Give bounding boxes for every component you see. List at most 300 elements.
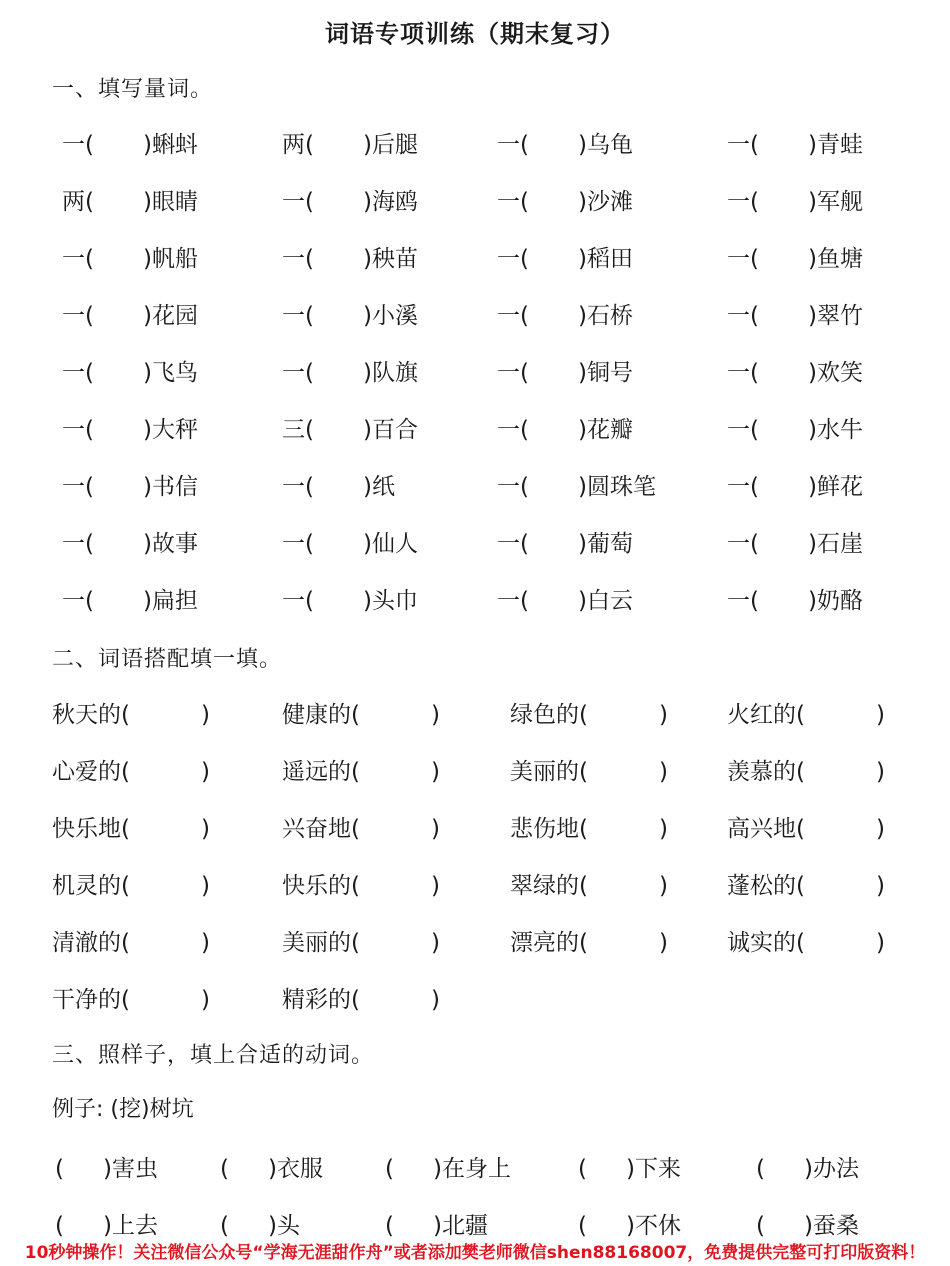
open-paren: ( [305,531,314,557]
open-paren: ( [756,1213,765,1239]
close-paren: ) [363,303,372,329]
open-paren: ( [520,360,529,386]
modifier-word: 高兴地 [727,816,796,842]
object-word: 办法 [812,1156,859,1182]
noun: 海鸥 [371,189,418,215]
open-paren: ( [750,189,759,215]
numeral: 一 [727,246,750,272]
section3-heading: 三、照样子，填上合适的动词。 [52,1043,375,1068]
verb-item [220,1150,323,1183]
open-paren: ( [85,588,94,614]
example-line [52,1092,194,1123]
noun: 水牛 [816,417,863,443]
modifier-word: 羡慕的 [727,759,796,785]
measure-word-item [727,183,863,216]
object-word: 北疆 [441,1213,488,1239]
open-paren: ( [579,759,588,785]
numeral: 一 [62,474,85,500]
measure-word-item [282,240,418,273]
noun: 小溪 [371,303,418,329]
close-paren: ) [659,702,668,728]
noun: 石桥 [586,303,633,329]
close-paren: ) [363,246,372,272]
modifier-word: 翠绿的 [510,873,579,899]
close-paren: ) [363,588,372,614]
close-paren: ) [578,417,587,443]
open-paren: ( [85,417,94,443]
noun: 青蛙 [816,132,863,158]
open-paren: ( [121,987,130,1013]
close-paren: ) [143,474,152,500]
close-paren: ) [363,474,372,500]
open-paren: ( [796,816,805,842]
close-paren: ) [808,531,817,557]
pairing-row [0,810,950,850]
open-paren: ( [579,873,588,899]
numeral: 一 [727,417,750,443]
close-paren: ) [876,873,885,899]
open-paren: ( [520,588,529,614]
open-paren: ( [385,1156,394,1182]
pairing-item [727,867,885,900]
numeral: 一 [497,303,520,329]
measure-word-item [497,411,633,444]
close-paren: ) [659,873,668,899]
close-paren: ) [578,246,587,272]
open-paren: ( [750,360,759,386]
object-word: 害虫 [111,1156,158,1182]
section2-heading: 二、词语搭配填一填。 [52,647,283,672]
noun: 队旗 [371,360,418,386]
modifier-word: 火红的 [727,702,796,728]
close-paren: ) [201,873,210,899]
open-paren: ( [305,303,314,329]
numeral: 一 [62,531,85,557]
modifier-word: 精彩的 [282,987,351,1013]
open-paren: ( [579,816,588,842]
open-paren: ( [578,1213,587,1239]
close-paren: ) [659,759,668,785]
pairing-item [510,696,668,729]
pairing-item [282,924,440,957]
verb-item [220,1207,300,1240]
example-answer: 挖 [119,1097,142,1122]
open-paren: ( [796,702,805,728]
noun: 帆船 [151,246,198,272]
numeral: 一 [62,360,85,386]
open-paren: ( [750,303,759,329]
close-paren: ) [143,132,152,158]
close-paren: ) [143,360,152,386]
measure-word-item [727,468,863,501]
measure-word-row [0,354,950,394]
open-paren: ( [351,930,360,956]
pairing-item [727,753,885,786]
open-paren: ( [85,360,94,386]
noun: 花瓣 [586,417,633,443]
modifier-word: 悲伤地 [510,816,579,842]
footer-notice: 10秒钟操作！关注微信公众号“学海无涯甜作舟”或者添加樊老师微信shen88168007，免费提供完整可打印版资料！ [0,1240,950,1266]
modifier-word: 兴奋地 [282,816,351,842]
measure-word-row [0,468,950,508]
modifier-word: 清澈的 [52,930,121,956]
object-word: 下来 [634,1156,681,1182]
open-paren: ( [750,132,759,158]
close-paren: ) [804,1213,813,1239]
numeral: 一 [282,303,305,329]
open-paren: ( [750,474,759,500]
open-paren: ( [85,474,94,500]
close-paren: ) [103,1213,112,1239]
close-paren: ) [626,1213,635,1239]
measure-word-item [727,126,863,159]
close-paren: ) [268,1156,277,1182]
noun: 乌龟 [586,132,633,158]
open-paren: ( [796,759,805,785]
numeral: 一 [282,588,305,614]
measure-word-item [727,297,863,330]
close-paren: ) [363,531,372,557]
open-paren: ( [796,930,805,956]
pairing-item [52,981,210,1014]
open-paren: ( [520,303,529,329]
open-paren: ( [305,246,314,272]
noun: 稻田 [586,246,633,272]
measure-word-item [62,525,198,558]
close-paren: ) [363,189,372,215]
open-paren: ( [750,588,759,614]
close-paren: ) [431,987,440,1013]
measure-word-item [497,126,633,159]
measure-word-row [0,126,950,166]
measure-word-item [62,411,198,444]
pairing-item [282,810,440,843]
close-paren: ) [808,360,817,386]
close-paren: ) [201,930,210,956]
open-paren: ( [351,759,360,785]
open-paren: ( [85,246,94,272]
measure-word-item [727,411,863,444]
modifier-word: 遥远的 [282,759,351,785]
numeral: 一 [282,246,305,272]
noun: 后腿 [371,132,418,158]
open-paren: ( [220,1156,229,1182]
close-paren: ) [876,816,885,842]
close-paren: ) [808,588,817,614]
noun: 扁担 [151,588,198,614]
modifier-word: 干净的 [52,987,121,1013]
close-paren: ) [201,816,210,842]
close-paren: ) [431,759,440,785]
noun: 圆珠笔 [586,474,656,500]
example-prefix: 例子: [52,1097,104,1122]
noun: 蝌蚪 [151,132,198,158]
measure-word-item [497,582,633,615]
noun: 白云 [586,588,633,614]
noun: 故事 [151,531,198,557]
noun: 大秤 [151,417,198,443]
close-paren: ) [143,417,152,443]
open-paren: ( [520,189,529,215]
measure-word-item [62,297,198,330]
section1-heading: 一、填写量词。 [52,77,214,102]
close-paren: ) [431,930,440,956]
close-paren: ) [363,360,372,386]
pairing-item [510,924,668,957]
noun: 纸 [371,474,395,500]
pairing-item [282,867,440,900]
measure-word-item [282,126,418,159]
close-paren: ) [143,303,152,329]
noun: 欢笑 [816,360,863,386]
pairing-item [510,810,668,843]
open-paren: ( [796,873,805,899]
numeral: 一 [727,132,750,158]
modifier-word: 秋天的 [52,702,121,728]
open-paren: ( [121,759,130,785]
open-paren: ( [520,132,529,158]
open-paren: ( [85,531,94,557]
open-paren: ( [121,702,130,728]
open-paren: ( [520,474,529,500]
open-paren: ( [121,816,130,842]
measure-word-row [0,582,950,622]
numeral: 一 [497,417,520,443]
pairing-item [727,810,885,843]
measure-word-item [62,240,198,273]
numeral: 一 [727,588,750,614]
modifier-word: 美丽的 [510,759,579,785]
close-paren: ) [201,987,210,1013]
modifier-word: 蓬松的 [727,873,796,899]
open-paren: ( [121,930,130,956]
open-paren: ( [220,1213,229,1239]
close-paren: ) [143,246,152,272]
pairing-item [727,924,885,957]
numeral: 一 [282,531,305,557]
close-paren: ) [578,360,587,386]
noun: 鱼塘 [816,246,863,272]
measure-word-item [62,468,198,501]
measure-word-item [282,354,418,387]
object-word: 不休 [634,1213,681,1239]
close-paren: ) [431,702,440,728]
close-paren: ) [808,246,817,272]
pairing-item [52,753,210,786]
numeral: 一 [497,588,520,614]
modifier-word: 美丽的 [282,930,351,956]
measure-word-item [62,126,198,159]
verb-item [385,1150,511,1183]
open-paren: ( [305,474,314,500]
noun: 百合 [371,417,418,443]
noun: 军舰 [816,189,863,215]
numeral: 一 [497,360,520,386]
pairing-row [0,867,950,907]
open-paren: ( [55,1156,64,1182]
numeral: 三 [282,417,305,443]
numeral: 两 [62,189,85,215]
pairing-row [0,696,950,736]
modifier-word: 心爱的 [52,759,121,785]
close-paren: ) [626,1156,635,1182]
example-open-paren: ( [110,1097,120,1122]
measure-word-item [282,183,418,216]
close-paren: ) [578,531,587,557]
modifier-word: 快乐的 [282,873,351,899]
open-paren: ( [750,531,759,557]
measure-word-item [497,183,633,216]
pairing-item [282,753,440,786]
noun: 书信 [151,474,198,500]
open-paren: ( [305,132,314,158]
pairing-item [510,867,668,900]
open-paren: ( [579,702,588,728]
numeral: 一 [497,132,520,158]
verb-item [578,1207,681,1240]
modifier-word: 机灵的 [52,873,121,899]
close-paren: ) [363,132,372,158]
numeral: 一 [62,132,85,158]
measure-word-item [497,525,633,558]
example-word: 树坑 [149,1097,194,1122]
pairing-item [52,924,210,957]
numeral: 一 [282,189,305,215]
open-paren: ( [305,360,314,386]
measure-word-item [282,582,418,615]
numeral: 一 [727,474,750,500]
pairing-item [282,981,440,1014]
numeral: 一 [282,360,305,386]
object-word: 在身上 [441,1156,511,1182]
modifier-word: 漂亮的 [510,930,579,956]
verb-item [578,1150,681,1183]
modifier-word: 快乐地 [52,816,121,842]
close-paren: ) [268,1213,277,1239]
object-word: 上去 [111,1213,158,1239]
open-paren: ( [351,987,360,1013]
pairing-item [52,810,210,843]
close-paren: ) [578,303,587,329]
numeral: 一 [497,474,520,500]
numeral: 一 [727,360,750,386]
close-paren: ) [201,702,210,728]
pairing-item [510,753,668,786]
close-paren: ) [143,588,152,614]
open-paren: ( [750,246,759,272]
open-paren: ( [756,1156,765,1182]
numeral: 一 [282,474,305,500]
noun: 头巾 [371,588,418,614]
pairing-item [52,867,210,900]
measure-word-item [497,240,633,273]
modifier-word: 绿色的 [510,702,579,728]
measure-word-item [727,240,863,273]
close-paren: ) [804,1156,813,1182]
noun: 葡萄 [586,531,633,557]
verb-item [756,1150,859,1183]
measure-word-row [0,183,950,223]
close-paren: ) [578,474,587,500]
measure-word-row [0,297,950,337]
numeral: 一 [727,189,750,215]
pairing-row [0,753,950,793]
open-paren: ( [351,816,360,842]
measure-word-row [0,525,950,565]
close-paren: ) [808,132,817,158]
page-title: 词语专项训练（期末复习） [325,20,625,48]
numeral: 一 [727,303,750,329]
verb-item [55,1207,158,1240]
measure-word-item [497,297,633,330]
modifier-word: 诚实的 [727,930,796,956]
open-paren: ( [55,1213,64,1239]
close-paren: ) [578,189,587,215]
noun: 花园 [151,303,198,329]
measure-word-item [62,582,198,615]
open-paren: ( [85,189,94,215]
numeral: 一 [62,303,85,329]
open-paren: ( [121,873,130,899]
pairing-item [282,696,440,729]
measure-word-item [497,354,633,387]
open-paren: ( [351,702,360,728]
noun: 沙滩 [586,189,633,215]
open-paren: ( [305,417,314,443]
close-paren: ) [103,1156,112,1182]
noun: 鲜花 [816,474,863,500]
verb-item [385,1207,488,1240]
noun: 石崖 [816,531,863,557]
close-paren: ) [431,816,440,842]
measure-word-item [282,468,395,501]
close-paren: ) [659,816,668,842]
open-paren: ( [385,1213,394,1239]
measure-word-item [282,297,418,330]
close-paren: ) [808,474,817,500]
object-word: 头 [276,1213,300,1239]
numeral: 一 [497,189,520,215]
numeral: 一 [62,588,85,614]
numeral: 两 [282,132,305,158]
close-paren: ) [876,759,885,785]
open-paren: ( [305,189,314,215]
close-paren: ) [808,303,817,329]
numeral: 一 [62,246,85,272]
close-paren: ) [659,930,668,956]
close-paren: ) [433,1156,442,1182]
open-paren: ( [85,303,94,329]
numeral: 一 [497,531,520,557]
measure-word-item [727,582,863,615]
noun: 飞鸟 [151,360,198,386]
object-word: 衣服 [276,1156,323,1182]
measure-word-item [62,183,198,216]
open-paren: ( [351,873,360,899]
noun: 奶酪 [816,588,863,614]
close-paren: ) [578,588,587,614]
noun: 眼睛 [151,189,198,215]
measure-word-item [497,468,656,501]
close-paren: ) [363,417,372,443]
open-paren: ( [305,588,314,614]
numeral: 一 [62,417,85,443]
object-word: 蚕桑 [812,1213,859,1239]
measure-word-row [0,411,950,451]
modifier-word: 健康的 [282,702,351,728]
open-paren: ( [578,1156,587,1182]
close-paren: ) [876,930,885,956]
